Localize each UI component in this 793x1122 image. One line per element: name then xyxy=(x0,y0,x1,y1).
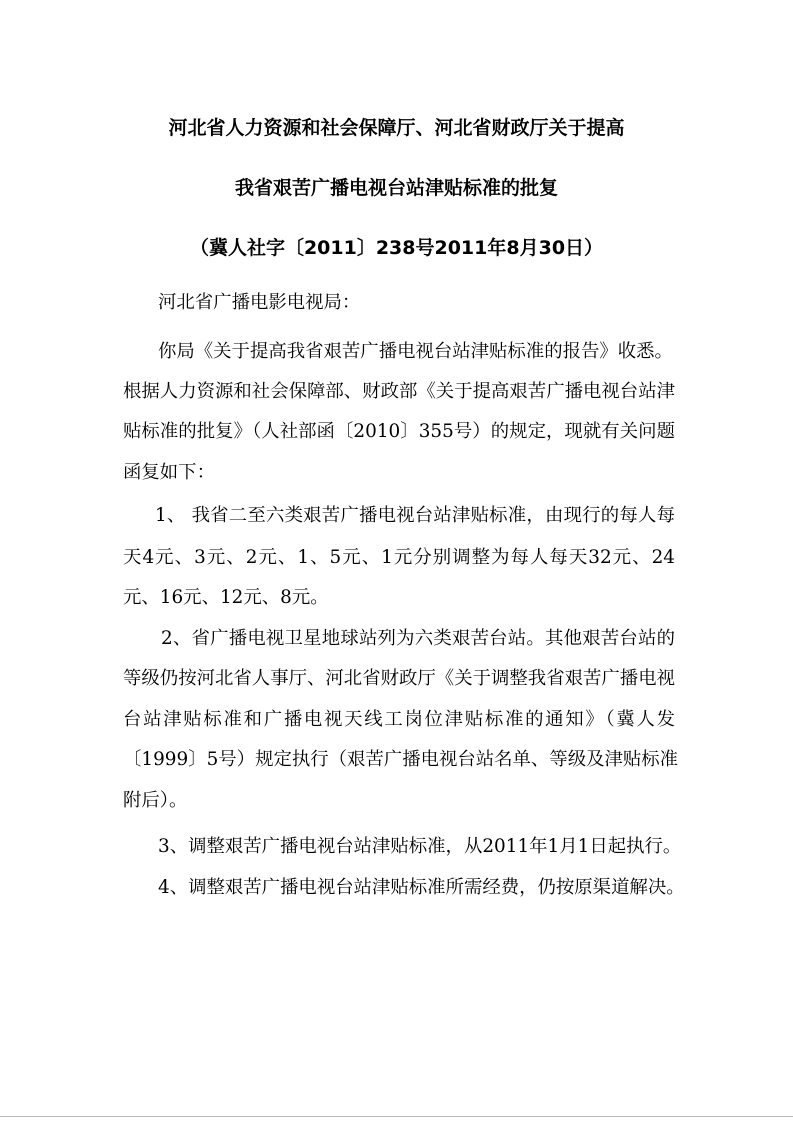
paragraph-line: 附后）。 xyxy=(123,790,188,811)
item-3: 3、调整艰苦广播电视台站津贴标准，从2011年1月1日起执行。 xyxy=(158,836,682,857)
paragraph-line: 天4元、3元、2元、1、5元、1元分别调整为每人每天32元、24 xyxy=(123,547,675,568)
paragraph-line: 台站津贴标准和广播电视天线工岗位津贴标准的通知》（冀人发 xyxy=(123,709,675,730)
document-title-line-1: 河北省人力资源和社会保障厅、河北省财政厅关于提高 xyxy=(168,117,625,139)
paragraph-line: 贴标准的批复》（人社部函〔2010〕355号）的规定，现就有关问题 xyxy=(123,421,675,442)
document-title-line-2: 我省艰苦广播电视台站津贴标准的批复 xyxy=(234,177,558,199)
page-bottom-rule xyxy=(0,1116,793,1117)
item-4: 4、调整艰苦广播电视台站津贴标准所需经费，仍按原渠道解决。 xyxy=(158,877,685,898)
document-number-date: （冀人社字〔2011〕238号2011年8月30日） xyxy=(189,237,604,259)
paragraph-line: 你局《关于提高我省艰苦广播电视台站津贴标准的报告》收悉。 xyxy=(158,341,673,362)
paragraph-line: 〔1999〕5号）规定执行（艰苦广播电视台站名单、等级及津贴标准 xyxy=(123,749,679,770)
paragraph-line: 1、 我省二至六类艰苦广播电视台站津贴标准，由现行的每人每 xyxy=(155,505,675,526)
paragraph-line: 元、16元、12元、8元。 xyxy=(123,587,329,608)
paragraph-line: 2、省广播电视卫星地球站列为六类艰苦台站。其他艰苦台站的 xyxy=(161,628,675,649)
paragraph-line: 根据人力资源和社会保障部、财政部《关于提高艰苦广播电视台站津 xyxy=(123,381,675,402)
salutation: 河北省广播电影电视局： xyxy=(158,292,361,313)
paragraph-line: 函复如下： xyxy=(123,462,215,483)
paragraph-line: 等级仍按河北省人事厅、河北省财政厅《关于调整我省艰苦广播电视 xyxy=(123,668,675,689)
